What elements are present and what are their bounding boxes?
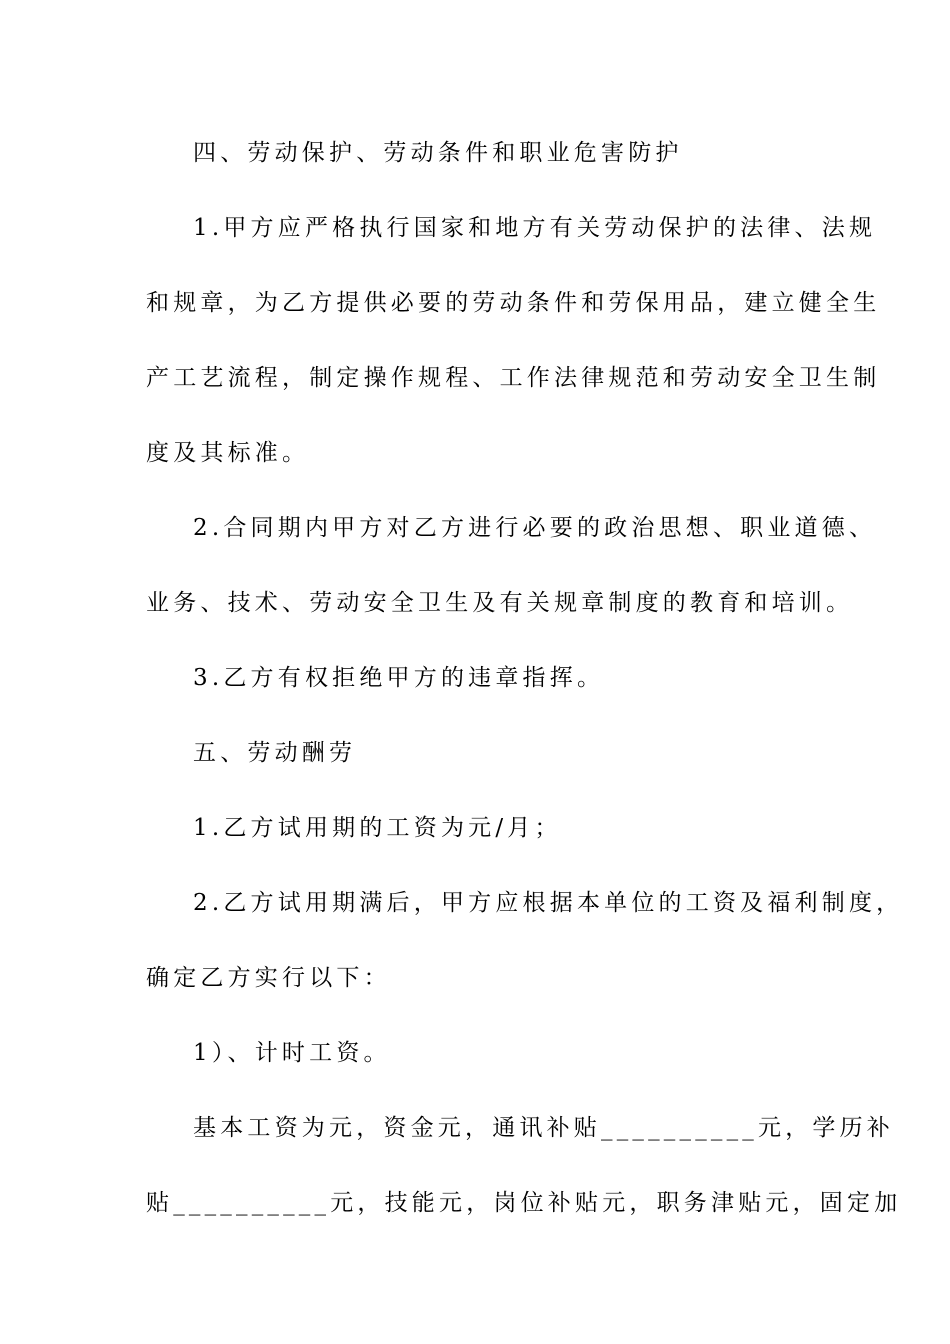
section-heading-labor-protection: 四、劳动保护、劳动条件和职业危害防护 [193, 140, 683, 166]
section-heading-labor-remuneration: 五、劳动酬劳 [193, 740, 357, 766]
paragraph-line: 3.乙方有权拒绝甲方的违章指挥。 [193, 665, 605, 691]
paragraph-line: 贴__________元，技能元，岗位补贴元，职务津贴元，固定加 [146, 1190, 902, 1216]
paragraph-line: 1.甲方应严格执行国家和地方有关劳动保护的法律、法规 [193, 215, 877, 241]
paragraph-line: 2.乙方试用期满后，甲方应根据本单位的工资及福利制度， [193, 890, 904, 916]
paragraph-line: 2.合同期内甲方对乙方进行必要的政治思想、职业道德、 [193, 515, 877, 541]
paragraph-line: 和规章，为乙方提供必要的劳动条件和劳保用品，建立健全生 [146, 290, 881, 316]
paragraph-line: 确定乙方实行以下： [146, 965, 391, 991]
paragraph-line: 产工艺流程，制定操作规程、工作法律规范和劳动安全卫生制 [146, 365, 881, 391]
paragraph-line: 业务、技术、劳动安全卫生及有关规章制度的教育和培训。 [146, 590, 854, 616]
paragraph-line: 1.乙方试用期的工资为元/月； [193, 815, 562, 841]
paragraph-line: 度及其标准。 [146, 440, 310, 466]
paragraph-line: 基本工资为元，资金元，通讯补贴__________元，学历补 [193, 1115, 894, 1141]
paragraph-line: 1）、计时工资。 [193, 1040, 391, 1066]
